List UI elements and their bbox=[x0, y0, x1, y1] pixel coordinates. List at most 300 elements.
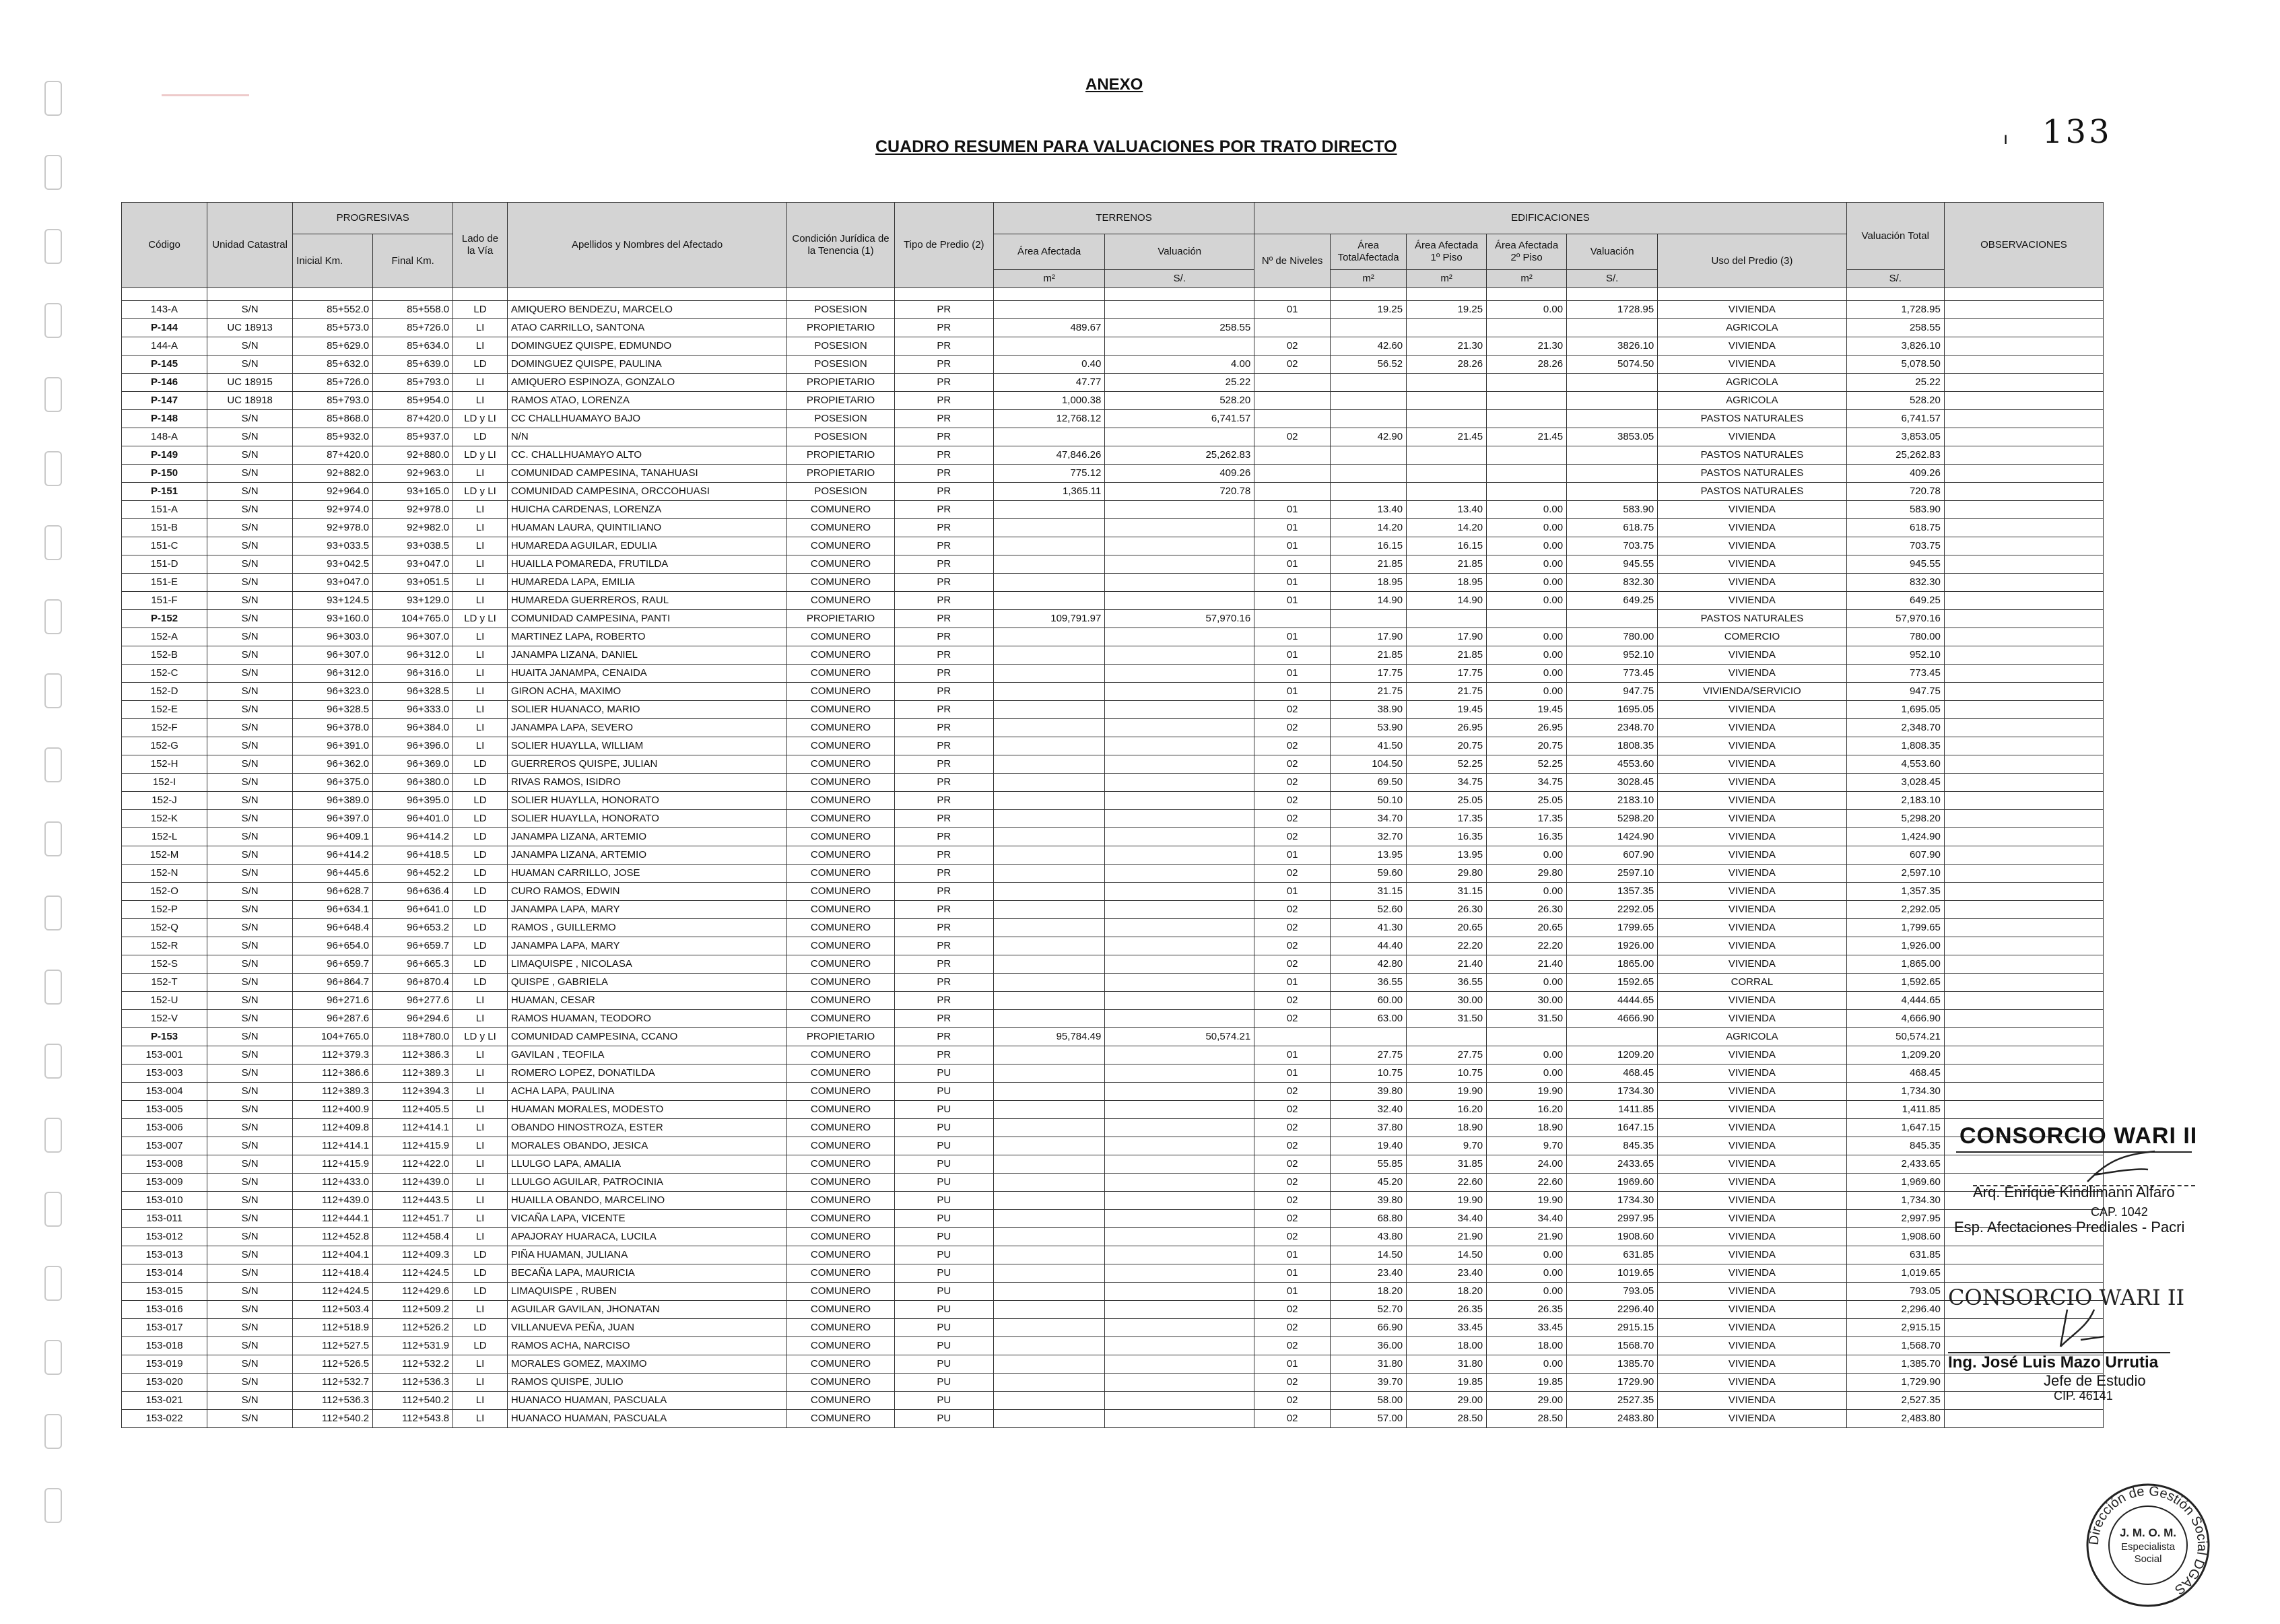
table-row bbox=[122, 301, 2104, 319]
table-row bbox=[122, 846, 2104, 865]
cell-valuacion-terreno bbox=[1105, 501, 1254, 519]
cell-condicion: COMUNERO bbox=[787, 1137, 894, 1155]
cell-area-1piso: 19.90 bbox=[1407, 1083, 1487, 1101]
cell-inicial: 96+391.0 bbox=[293, 737, 373, 755]
cell-tipo: PR bbox=[894, 301, 993, 319]
cell-area-2piso: 19.45 bbox=[1487, 701, 1567, 719]
cell-area-terreno bbox=[993, 719, 1104, 737]
cell-nombre: OBANDO HINOSTROZA, ESTER bbox=[507, 1119, 787, 1137]
cell-observaciones bbox=[1944, 901, 2103, 919]
cell-niveles: 01 bbox=[1254, 574, 1331, 592]
cell-valuacion-edif: 845.35 bbox=[1567, 1137, 1658, 1155]
cell-final: 118+780.0 bbox=[373, 1028, 453, 1046]
cell-nombre: DOMINGUEZ QUISPE, PAULINA bbox=[507, 356, 787, 374]
cell-area-total: 52.60 bbox=[1331, 901, 1407, 919]
cell-lado: LI bbox=[453, 337, 508, 356]
cell-valuacion-terreno bbox=[1105, 865, 1254, 883]
cell-unidad: S/N bbox=[207, 592, 293, 610]
table-row bbox=[122, 1374, 2104, 1392]
cell-valuacion-edif: 1729.90 bbox=[1567, 1374, 1658, 1392]
cell-codigo: 151-D bbox=[122, 555, 207, 574]
cell-unidad: S/N bbox=[207, 1155, 293, 1174]
cell-inicial: 85+726.0 bbox=[293, 374, 373, 392]
cell-uso: PASTOS NATURALES bbox=[1658, 410, 1846, 428]
cell-condicion: COMUNERO bbox=[787, 646, 894, 665]
cell-valuacion-terreno bbox=[1105, 1264, 1254, 1283]
cell-observaciones bbox=[1944, 992, 2103, 1010]
cell-area-1piso: 31.80 bbox=[1407, 1355, 1487, 1374]
cell-nombre: QUISPE , GABRIELA bbox=[507, 974, 787, 992]
cell-tipo: PR bbox=[894, 483, 993, 501]
cell-area-2piso: 18.90 bbox=[1487, 1119, 1567, 1137]
cell-niveles: 02 bbox=[1254, 1337, 1331, 1355]
cell-niveles bbox=[1254, 446, 1331, 465]
cell-valuacion-total: 793.05 bbox=[1846, 1283, 1944, 1301]
cell-lado: LI bbox=[453, 628, 508, 646]
cell-valuacion-edif: 3826.10 bbox=[1567, 337, 1658, 356]
cell-area-total: 39.80 bbox=[1331, 1083, 1407, 1101]
cell-codigo: 152-H bbox=[122, 755, 207, 774]
cell-lado: LI bbox=[453, 319, 508, 337]
cell-codigo: 151-A bbox=[122, 501, 207, 519]
cell-nombre: HUANACO HUAMAN, PASCUALA bbox=[507, 1410, 787, 1428]
cell-inicial: 112+433.0 bbox=[293, 1174, 373, 1192]
cell-area-1piso: 31.85 bbox=[1407, 1155, 1487, 1174]
table-row bbox=[122, 865, 2104, 883]
cell-area-total: 37.80 bbox=[1331, 1119, 1407, 1137]
architect-signature bbox=[2081, 1148, 2161, 1188]
table-row bbox=[122, 755, 2104, 774]
cell-condicion: COMUNERO bbox=[787, 555, 894, 574]
cell-area-terreno bbox=[993, 628, 1104, 646]
col-observaciones: OBSERVACIONES bbox=[1944, 203, 2103, 288]
cell-lado: LD bbox=[453, 356, 508, 374]
cell-nombre: HUAILLA OBANDO, MARCELINO bbox=[507, 1192, 787, 1210]
cell-valuacion-total: 2,348.70 bbox=[1846, 719, 1944, 737]
table-row bbox=[122, 319, 2104, 337]
table-row bbox=[122, 1228, 2104, 1246]
cell-area-total: 23.40 bbox=[1331, 1264, 1407, 1283]
cell-area-total: 55.85 bbox=[1331, 1155, 1407, 1174]
cell-niveles bbox=[1254, 610, 1331, 628]
cell-codigo: 153-005 bbox=[122, 1101, 207, 1119]
cell-valuacion-terreno bbox=[1105, 646, 1254, 665]
cell-codigo: 153-009 bbox=[122, 1174, 207, 1192]
table-row bbox=[122, 719, 2104, 737]
cell-niveles: 02 bbox=[1254, 1228, 1331, 1246]
cell-codigo: P-149 bbox=[122, 446, 207, 465]
cell-unidad: S/N bbox=[207, 1101, 293, 1119]
cell-lado: LI bbox=[453, 392, 508, 410]
cell-valuacion-total: 1,926.00 bbox=[1846, 937, 1944, 955]
cell-inicial: 112+526.5 bbox=[293, 1355, 373, 1374]
cell-valuacion-terreno bbox=[1105, 337, 1254, 356]
col-codigo: Código bbox=[122, 203, 207, 288]
cell-codigo: 153-022 bbox=[122, 1410, 207, 1428]
cell-area-total: 69.50 bbox=[1331, 774, 1407, 792]
cell-inicial: 112+503.4 bbox=[293, 1301, 373, 1319]
table-row bbox=[122, 646, 2104, 665]
cell-final: 96+380.0 bbox=[373, 774, 453, 792]
cell-area-1piso bbox=[1407, 483, 1487, 501]
cell-observaciones bbox=[1944, 628, 2103, 646]
cell-final: 112+443.5 bbox=[373, 1192, 453, 1210]
cell-observaciones bbox=[1944, 755, 2103, 774]
cell-condicion: COMUNERO bbox=[787, 519, 894, 537]
cell-niveles: 01 bbox=[1254, 974, 1331, 992]
cell-observaciones bbox=[1944, 537, 2103, 555]
cell-inicial: 112+389.3 bbox=[293, 1083, 373, 1101]
cell-valuacion-terreno bbox=[1105, 555, 1254, 574]
cell-valuacion-total: 2,997.95 bbox=[1846, 1210, 1944, 1228]
cell-niveles: 01 bbox=[1254, 1046, 1331, 1064]
cell-area-1piso: 18.20 bbox=[1407, 1283, 1487, 1301]
cell-area-total: 53.90 bbox=[1331, 719, 1407, 737]
cell-nombre: GAVILAN , TEOFILA bbox=[507, 1046, 787, 1064]
cell-area-terreno bbox=[993, 1210, 1104, 1228]
cell-final: 112+536.3 bbox=[373, 1374, 453, 1392]
table-row bbox=[122, 1137, 2104, 1155]
cell-area-2piso bbox=[1487, 374, 1567, 392]
cell-area-total: 50.10 bbox=[1331, 792, 1407, 810]
cell-inicial: 96+654.0 bbox=[293, 937, 373, 955]
cell-valuacion-terreno: 720.78 bbox=[1105, 483, 1254, 501]
cell-condicion: PROPIETARIO bbox=[787, 610, 894, 628]
cell-valuacion-edif: 1695.05 bbox=[1567, 701, 1658, 719]
cell-lado: LI bbox=[453, 1137, 508, 1155]
cell-codigo: 144-A bbox=[122, 337, 207, 356]
cell-valuacion-edif bbox=[1567, 1028, 1658, 1046]
cell-valuacion-terreno: 4.00 bbox=[1105, 356, 1254, 374]
cell-uso: PASTOS NATURALES bbox=[1658, 610, 1846, 628]
cell-nombre: RAMOS ACHA, NARCISO bbox=[507, 1337, 787, 1355]
cell-final: 93+038.5 bbox=[373, 537, 453, 555]
cell-valuacion-terreno bbox=[1105, 537, 1254, 555]
cell-final: 112+405.5 bbox=[373, 1101, 453, 1119]
cell-inicial: 85+868.0 bbox=[293, 410, 373, 428]
cell-area-1piso: 22.20 bbox=[1407, 937, 1487, 955]
table-row bbox=[122, 1210, 2104, 1228]
cell-valuacion-total: 1,568.70 bbox=[1846, 1337, 1944, 1355]
cell-area-terreno bbox=[993, 1174, 1104, 1192]
cell-codigo: 152-Q bbox=[122, 919, 207, 937]
cell-uso: VIVIENDA bbox=[1658, 1064, 1846, 1083]
cell-observaciones bbox=[1944, 683, 2103, 701]
cell-valuacion-total: 1,734.30 bbox=[1846, 1192, 1944, 1210]
cell-area-2piso: 0.00 bbox=[1487, 519, 1567, 537]
cell-valuacion-edif: 1647.15 bbox=[1567, 1119, 1658, 1137]
cell-condicion: COMUNERO bbox=[787, 974, 894, 992]
cell-niveles bbox=[1254, 1028, 1331, 1046]
cell-unidad: S/N bbox=[207, 1337, 293, 1355]
cell-area-1piso: 17.75 bbox=[1407, 665, 1487, 683]
cell-valuacion-total: 952.10 bbox=[1846, 646, 1944, 665]
cell-area-total: 45.20 bbox=[1331, 1174, 1407, 1192]
cell-valuacion-terreno bbox=[1105, 628, 1254, 646]
cell-valuacion-terreno bbox=[1105, 846, 1254, 865]
cell-area-terreno bbox=[993, 337, 1104, 356]
cell-uso: VIVIENDA bbox=[1658, 1264, 1846, 1283]
cell-uso: VIVIENDA bbox=[1658, 1374, 1846, 1392]
cell-area-terreno: 0.40 bbox=[993, 356, 1104, 374]
cell-valuacion-edif: 2348.70 bbox=[1567, 719, 1658, 737]
binder-holes bbox=[44, 81, 61, 1562]
cell-valuacion-terreno bbox=[1105, 737, 1254, 755]
cell-final: 92+978.0 bbox=[373, 501, 453, 519]
cell-uso: VIVIENDA bbox=[1658, 846, 1846, 865]
engineer-role: Jefe de Estudio bbox=[2044, 1372, 2146, 1389]
cell-nombre: COMUNIDAD CAMPESINA, ORCCOHUASI bbox=[507, 483, 787, 501]
cell-valuacion-total: 4,444.65 bbox=[1846, 992, 1944, 1010]
unit-soles: S/. bbox=[1105, 270, 1254, 288]
cell-area-2piso: 21.45 bbox=[1487, 428, 1567, 446]
table-row bbox=[122, 1264, 2104, 1283]
cell-area-2piso bbox=[1487, 465, 1567, 483]
cell-tipo: PR bbox=[894, 974, 993, 992]
cell-lado: LD y LI bbox=[453, 446, 508, 465]
cell-valuacion-edif: 2433.65 bbox=[1567, 1155, 1658, 1174]
cell-observaciones bbox=[1944, 1264, 2103, 1283]
cell-uso: VIVIENDA bbox=[1658, 901, 1846, 919]
col-inicial: Inicial Km. bbox=[293, 234, 373, 288]
cell-valuacion-total: 5,078.50 bbox=[1846, 356, 1944, 374]
cell-area-2piso: 0.00 bbox=[1487, 646, 1567, 665]
cell-uso: VIVIENDA bbox=[1658, 937, 1846, 955]
cell-area-terreno bbox=[993, 1374, 1104, 1392]
engineer-signature bbox=[2040, 1306, 2114, 1353]
cell-codigo: 151-C bbox=[122, 537, 207, 555]
cell-valuacion-edif: 1969.60 bbox=[1567, 1174, 1658, 1192]
cell-unidad: S/N bbox=[207, 537, 293, 555]
cell-area-terreno bbox=[993, 737, 1104, 755]
cell-nombre: HUMAREDA LAPA, EMILIA bbox=[507, 574, 787, 592]
table-row bbox=[122, 1410, 2104, 1428]
cell-niveles: 02 bbox=[1254, 792, 1331, 810]
cell-uso: VIVIENDA bbox=[1658, 1392, 1846, 1410]
cell-final: 93+165.0 bbox=[373, 483, 453, 501]
cell-valuacion-edif: 4553.60 bbox=[1567, 755, 1658, 774]
cell-inicial: 112+452.8 bbox=[293, 1228, 373, 1246]
cell-area-terreno bbox=[993, 810, 1104, 828]
cell-lado: LD bbox=[453, 901, 508, 919]
cell-codigo: 152-N bbox=[122, 865, 207, 883]
cell-codigo: 152-B bbox=[122, 646, 207, 665]
table-row bbox=[122, 701, 2104, 719]
cell-area-1piso bbox=[1407, 374, 1487, 392]
architect-role: Esp. Afectaciones Prediales - Pacri bbox=[1954, 1219, 2185, 1236]
cell-valuacion-terreno bbox=[1105, 1083, 1254, 1101]
cell-final: 85+793.0 bbox=[373, 374, 453, 392]
cell-uso: VIVIENDA bbox=[1658, 665, 1846, 683]
cell-area-total: 14.50 bbox=[1331, 1246, 1407, 1264]
cell-final: 93+047.0 bbox=[373, 555, 453, 574]
cell-nombre: JANAMPA LIZANA, ARTEMIO bbox=[507, 828, 787, 846]
cell-uso: AGRICOLA bbox=[1658, 1028, 1846, 1046]
cell-lado: LD bbox=[453, 1246, 508, 1264]
cell-condicion: COMUNERO bbox=[787, 501, 894, 519]
cell-condicion: PROPIETARIO bbox=[787, 319, 894, 337]
cell-niveles: 02 bbox=[1254, 1192, 1331, 1210]
cell-final: 96+316.0 bbox=[373, 665, 453, 683]
svg-text:J. M. O. M.: J. M. O. M. bbox=[2119, 1526, 2177, 1539]
cell-area-1piso: 13.95 bbox=[1407, 846, 1487, 865]
cell-area-terreno bbox=[993, 1301, 1104, 1319]
cell-condicion: COMUNERO bbox=[787, 665, 894, 683]
cell-uso: VIVIENDA bbox=[1658, 1192, 1846, 1210]
cell-area-2piso: 22.60 bbox=[1487, 1174, 1567, 1192]
cell-valuacion-total: 1,209.20 bbox=[1846, 1046, 1944, 1064]
cell-nombre: BECAÑA LAPA, MAURICIA bbox=[507, 1264, 787, 1283]
cell-condicion: COMUNERO bbox=[787, 755, 894, 774]
cell-valuacion-edif: 4444.65 bbox=[1567, 992, 1658, 1010]
cell-area-2piso: 29.00 bbox=[1487, 1392, 1567, 1410]
cell-area-1piso: 16.20 bbox=[1407, 1101, 1487, 1119]
cell-unidad: S/N bbox=[207, 1028, 293, 1046]
cell-niveles bbox=[1254, 392, 1331, 410]
cell-valuacion-edif: 1865.00 bbox=[1567, 955, 1658, 974]
cell-condicion: COMUNERO bbox=[787, 574, 894, 592]
cell-lado: LD bbox=[453, 828, 508, 846]
cell-niveles: 02 bbox=[1254, 919, 1331, 937]
cell-unidad: S/N bbox=[207, 974, 293, 992]
cell-lado: LI bbox=[453, 574, 508, 592]
cell-observaciones bbox=[1944, 883, 2103, 901]
cell-area-terreno bbox=[993, 1355, 1104, 1374]
cell-final: 96+328.5 bbox=[373, 683, 453, 701]
cell-area-2piso: 22.20 bbox=[1487, 937, 1567, 955]
cell-valuacion-terreno bbox=[1105, 974, 1254, 992]
cell-valuacion-edif: 4666.90 bbox=[1567, 1010, 1658, 1028]
cell-valuacion-total: 1,728.95 bbox=[1846, 301, 1944, 319]
cell-niveles: 02 bbox=[1254, 755, 1331, 774]
cell-condicion: PROPIETARIO bbox=[787, 446, 894, 465]
cell-area-terreno bbox=[993, 774, 1104, 792]
cell-niveles: 02 bbox=[1254, 1137, 1331, 1155]
cell-area-1piso: 16.15 bbox=[1407, 537, 1487, 555]
cell-unidad: S/N bbox=[207, 1174, 293, 1192]
cell-final: 85+639.0 bbox=[373, 356, 453, 374]
cell-inicial: 112+414.1 bbox=[293, 1137, 373, 1155]
table-row bbox=[122, 883, 2104, 901]
cell-area-total: 13.40 bbox=[1331, 501, 1407, 519]
cell-area-terreno bbox=[993, 301, 1104, 319]
cell-lado: LI bbox=[453, 1228, 508, 1246]
col-apellidos: Apellidos y Nombres del Afectado bbox=[507, 203, 787, 288]
cell-area-total bbox=[1331, 374, 1407, 392]
cell-lado: LI bbox=[453, 1392, 508, 1410]
cell-area-total: 19.25 bbox=[1331, 301, 1407, 319]
cell-observaciones bbox=[1944, 1046, 2103, 1064]
table-row bbox=[122, 1319, 2104, 1337]
cell-lado: LD y LI bbox=[453, 610, 508, 628]
cell-final: 112+386.3 bbox=[373, 1046, 453, 1064]
cell-condicion: COMUNERO bbox=[787, 883, 894, 901]
cell-area-terreno: 12,768.12 bbox=[993, 410, 1104, 428]
cell-tipo: PR bbox=[894, 1046, 993, 1064]
cell-valuacion-terreno bbox=[1105, 1137, 1254, 1155]
svg-text:Especialista: Especialista bbox=[2120, 1541, 2176, 1553]
cell-niveles: 02 bbox=[1254, 937, 1331, 955]
table-row bbox=[122, 1155, 2104, 1174]
cell-niveles: 01 bbox=[1254, 846, 1331, 865]
cell-area-total: 44.40 bbox=[1331, 937, 1407, 955]
cell-inicial: 96+397.0 bbox=[293, 810, 373, 828]
cell-final: 96+414.2 bbox=[373, 828, 453, 846]
cell-area-total: 58.00 bbox=[1331, 1392, 1407, 1410]
cell-valuacion-terreno bbox=[1105, 428, 1254, 446]
cell-valuacion-total: 607.90 bbox=[1846, 846, 1944, 865]
cell-valuacion-edif: 947.75 bbox=[1567, 683, 1658, 701]
cell-area-terreno bbox=[993, 1046, 1104, 1064]
cell-inicial: 92+882.0 bbox=[293, 465, 373, 483]
cell-tipo: PR bbox=[894, 937, 993, 955]
annex-heading: ANEXO bbox=[1085, 75, 1143, 94]
cell-area-terreno bbox=[993, 901, 1104, 919]
cell-final: 85+954.0 bbox=[373, 392, 453, 410]
cell-codigo: 152-O bbox=[122, 883, 207, 901]
cell-area-terreno bbox=[993, 1337, 1104, 1355]
cell-codigo: 152-R bbox=[122, 937, 207, 955]
cell-condicion: POSESION bbox=[787, 410, 894, 428]
cell-lado: LD bbox=[453, 846, 508, 865]
cell-condicion: COMUNERO bbox=[787, 810, 894, 828]
table-row bbox=[122, 1046, 2104, 1064]
cell-codigo: P-151 bbox=[122, 483, 207, 501]
cell-area-1piso: 33.45 bbox=[1407, 1319, 1487, 1337]
cell-valuacion-total: 1,411.85 bbox=[1846, 1101, 1944, 1119]
cell-nombre: ROMERO LOPEZ, DONATILDA bbox=[507, 1064, 787, 1083]
cell-valuacion-total: 1,357.35 bbox=[1846, 883, 1944, 901]
cell-valuacion-edif: 3853.05 bbox=[1567, 428, 1658, 446]
cell-area-1piso: 34.75 bbox=[1407, 774, 1487, 792]
cell-unidad: S/N bbox=[207, 937, 293, 955]
cell-area-terreno bbox=[993, 1010, 1104, 1028]
cell-valuacion-total: 1,695.05 bbox=[1846, 701, 1944, 719]
table-row bbox=[122, 1028, 2104, 1046]
col-area-2piso: Área Afectada 2º Piso bbox=[1487, 234, 1567, 270]
cell-uso: VIVIENDA bbox=[1658, 1319, 1846, 1337]
cell-area-1piso: 52.25 bbox=[1407, 755, 1487, 774]
cell-codigo: 153-019 bbox=[122, 1355, 207, 1374]
cell-area-total: 32.40 bbox=[1331, 1101, 1407, 1119]
cell-area-2piso bbox=[1487, 610, 1567, 628]
cell-valuacion-terreno bbox=[1105, 719, 1254, 737]
cell-valuacion-terreno bbox=[1105, 1119, 1254, 1137]
cell-unidad: S/N bbox=[207, 1046, 293, 1064]
cell-uso: VIVIENDA bbox=[1658, 919, 1846, 937]
cell-codigo: 148-A bbox=[122, 428, 207, 446]
cell-niveles: 02 bbox=[1254, 1010, 1331, 1028]
cell-valuacion-total: 1,865.00 bbox=[1846, 955, 1944, 974]
cell-valuacion-total: 1,385.70 bbox=[1846, 1355, 1944, 1374]
table-row bbox=[122, 792, 2104, 810]
cell-nombre: ATAO CARRILLO, SANTONA bbox=[507, 319, 787, 337]
valuation-table bbox=[121, 202, 2104, 1428]
cell-area-terreno bbox=[993, 1083, 1104, 1101]
cell-area-total bbox=[1331, 392, 1407, 410]
cell-area-2piso bbox=[1487, 410, 1567, 428]
cell-area-2piso: 34.40 bbox=[1487, 1210, 1567, 1228]
cell-area-terreno bbox=[993, 701, 1104, 719]
cell-uso: VIVIENDA bbox=[1658, 1046, 1846, 1064]
cell-lado: LD bbox=[453, 865, 508, 883]
cell-nombre: RIVAS RAMOS, ISIDRO bbox=[507, 774, 787, 792]
cell-area-terreno bbox=[993, 574, 1104, 592]
cell-valuacion-total: 50,574.21 bbox=[1846, 1028, 1944, 1046]
cell-uso: VIVIENDA bbox=[1658, 755, 1846, 774]
cell-lado: LD bbox=[453, 1337, 508, 1355]
cell-area-total bbox=[1331, 446, 1407, 465]
